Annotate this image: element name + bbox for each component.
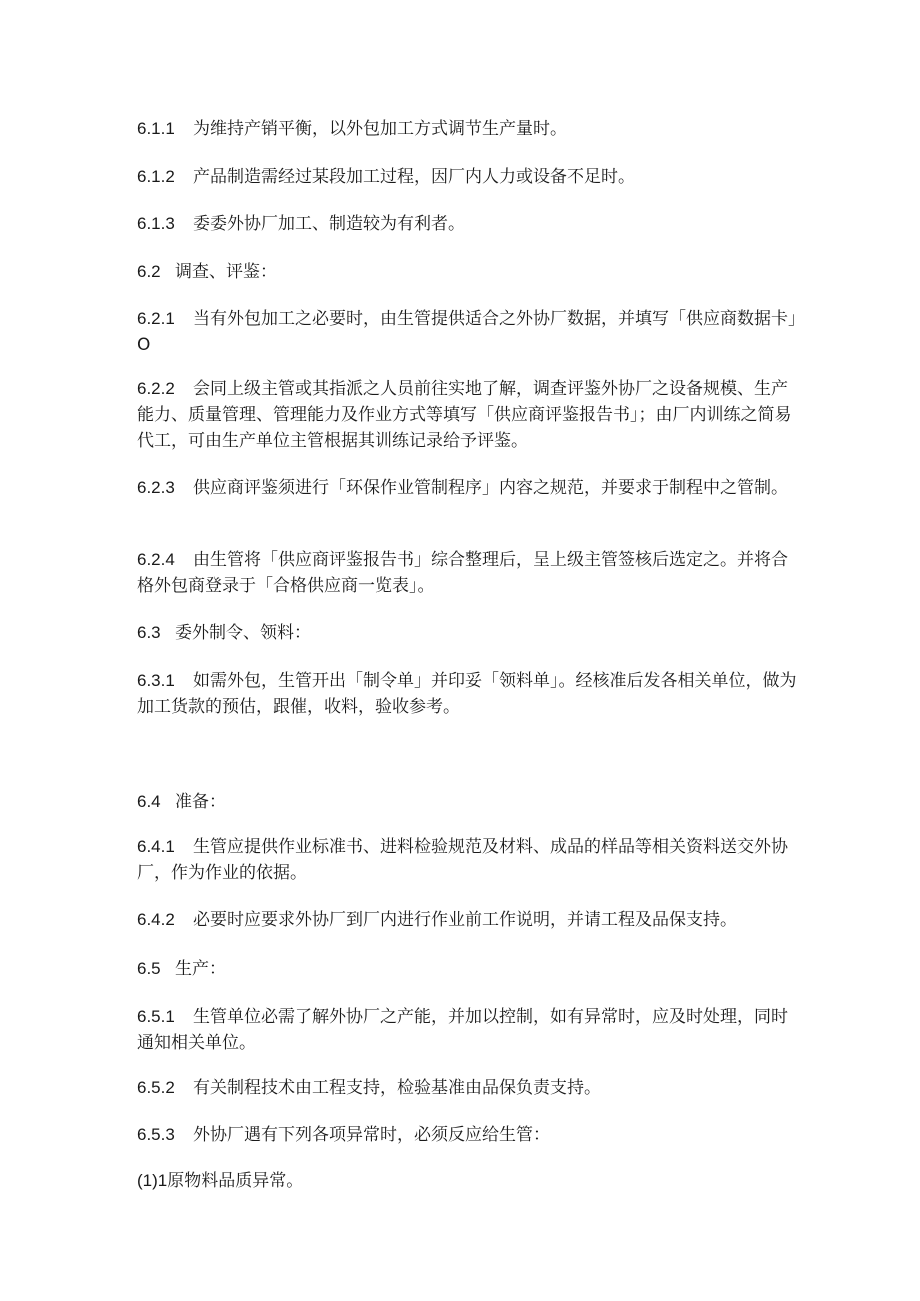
- section-heading: 委外制令、领料：: [175, 623, 311, 643]
- section-number: 6.2: [137, 262, 161, 281]
- list-item-1: [137, 1168, 797, 1194]
- clause-6-2-3: [137, 475, 797, 501]
- clause-number: 6.4.2: [137, 910, 175, 929]
- clause-6-2-2: [137, 376, 797, 454]
- clause-text: 产品制造需经过某段加工过程，因厂内人力或设备不足时。: [193, 167, 635, 187]
- clause-number: 6.2.1: [137, 309, 175, 328]
- clause-6-1-2: [137, 164, 797, 190]
- clause-number: 6.1.1: [137, 119, 175, 138]
- list-item-text: 原物料品质异常。: [167, 1171, 304, 1191]
- clause-text: 外协厂遇有下列各项异常时，必须反应给生管：: [193, 1125, 550, 1145]
- clause-number: 6.4.1: [137, 837, 175, 856]
- section-number: 6.4: [137, 792, 161, 811]
- clause-text: 为维持产销平衡，以外包加工方式调节生产量时。: [193, 119, 567, 139]
- section-6-5: [137, 956, 797, 982]
- clause-text: 会同上级主管或其指派之人员前往实地了解，调查评鉴外协厂之设备规模、生产能力、质量管理、管理能力及作业方式等填写「供应商评鉴报告书」；由厂内训练之简易代工，可由生产单位主管根据其训练记录给予评鉴。: [137, 379, 792, 451]
- clause-number: 6.5.3: [137, 1125, 175, 1144]
- section-6-2: [137, 259, 797, 285]
- clause-6-1-1: [137, 116, 797, 142]
- clause-text: 由生管将「供应商评鉴报告书」综合整理后，呈上级主管签核后选定之。并将合格外包商登录于「合格供应商一览表」。: [137, 550, 788, 596]
- clause-number: 6.5.1: [137, 1007, 175, 1026]
- clause-number: 6.5.2: [137, 1078, 175, 1097]
- clause-text: 委委外协厂加工、制造较为有利者。: [193, 214, 465, 234]
- section-number: 6.3: [137, 623, 161, 642]
- clause-text: 如需外包，生管开出「制令单」并印妥「领料单」。经核准后发各相关单位，做为加工货款的预估，跟催，收料，验收参考。: [137, 671, 797, 717]
- clause-text: 生管应提供作业标准书、进料检验规范及材料、成品的样品等相关资料送交外协厂，作为作业的依据。: [137, 837, 788, 883]
- clause-text: 必要时应要求外协厂到厂内进行作业前工作说明，并请工程及品保支持。: [193, 910, 737, 930]
- section-heading: 准备：: [175, 792, 226, 812]
- section-number: 6.5: [137, 959, 161, 978]
- clause-6-2-1: [137, 306, 797, 358]
- clause-6-5-3: [137, 1122, 797, 1148]
- section-heading: 调查、评鉴：: [175, 262, 277, 282]
- section-6-4: [137, 789, 797, 815]
- clause-number: 6.2.2: [137, 379, 175, 398]
- clause-6-1-3: [137, 211, 797, 237]
- clause-text: 生管单位必需了解外协厂之产能，并加以控制，如有异常时，应及时处理，同时通知相关单位。: [137, 1007, 788, 1053]
- section-6-3: [137, 620, 797, 646]
- clause-6-2-4: [137, 547, 797, 599]
- list-marker: (1)1: [137, 1171, 168, 1190]
- clause-number: 6.2.3: [137, 478, 175, 497]
- clause-text: 供应商评鉴须进行「环保作业管制程序」内容之规范，并要求于制程中之管制。: [193, 478, 788, 498]
- clause-6-4-2: [137, 907, 797, 933]
- clause-6-5-1: [137, 1004, 797, 1056]
- clause-6-4-1: [137, 834, 797, 886]
- clause-number: 6.1.3: [137, 214, 175, 233]
- clause-number: 6.2.4: [137, 550, 175, 569]
- clause-number: 6.3.1: [137, 671, 175, 690]
- clause-text: 有关制程技术由工程支持，检验基准由品保负责支持。: [193, 1078, 601, 1098]
- clause-6-5-2: [137, 1075, 797, 1101]
- section-heading: 生产：: [175, 959, 226, 979]
- clause-6-3-1: [137, 668, 797, 720]
- clause-text: 当有外包加工之必要时，由生管提供适合之外协厂数据，并填写「供应商数据卡」O: [137, 309, 797, 355]
- clause-number: 6.1.2: [137, 167, 175, 186]
